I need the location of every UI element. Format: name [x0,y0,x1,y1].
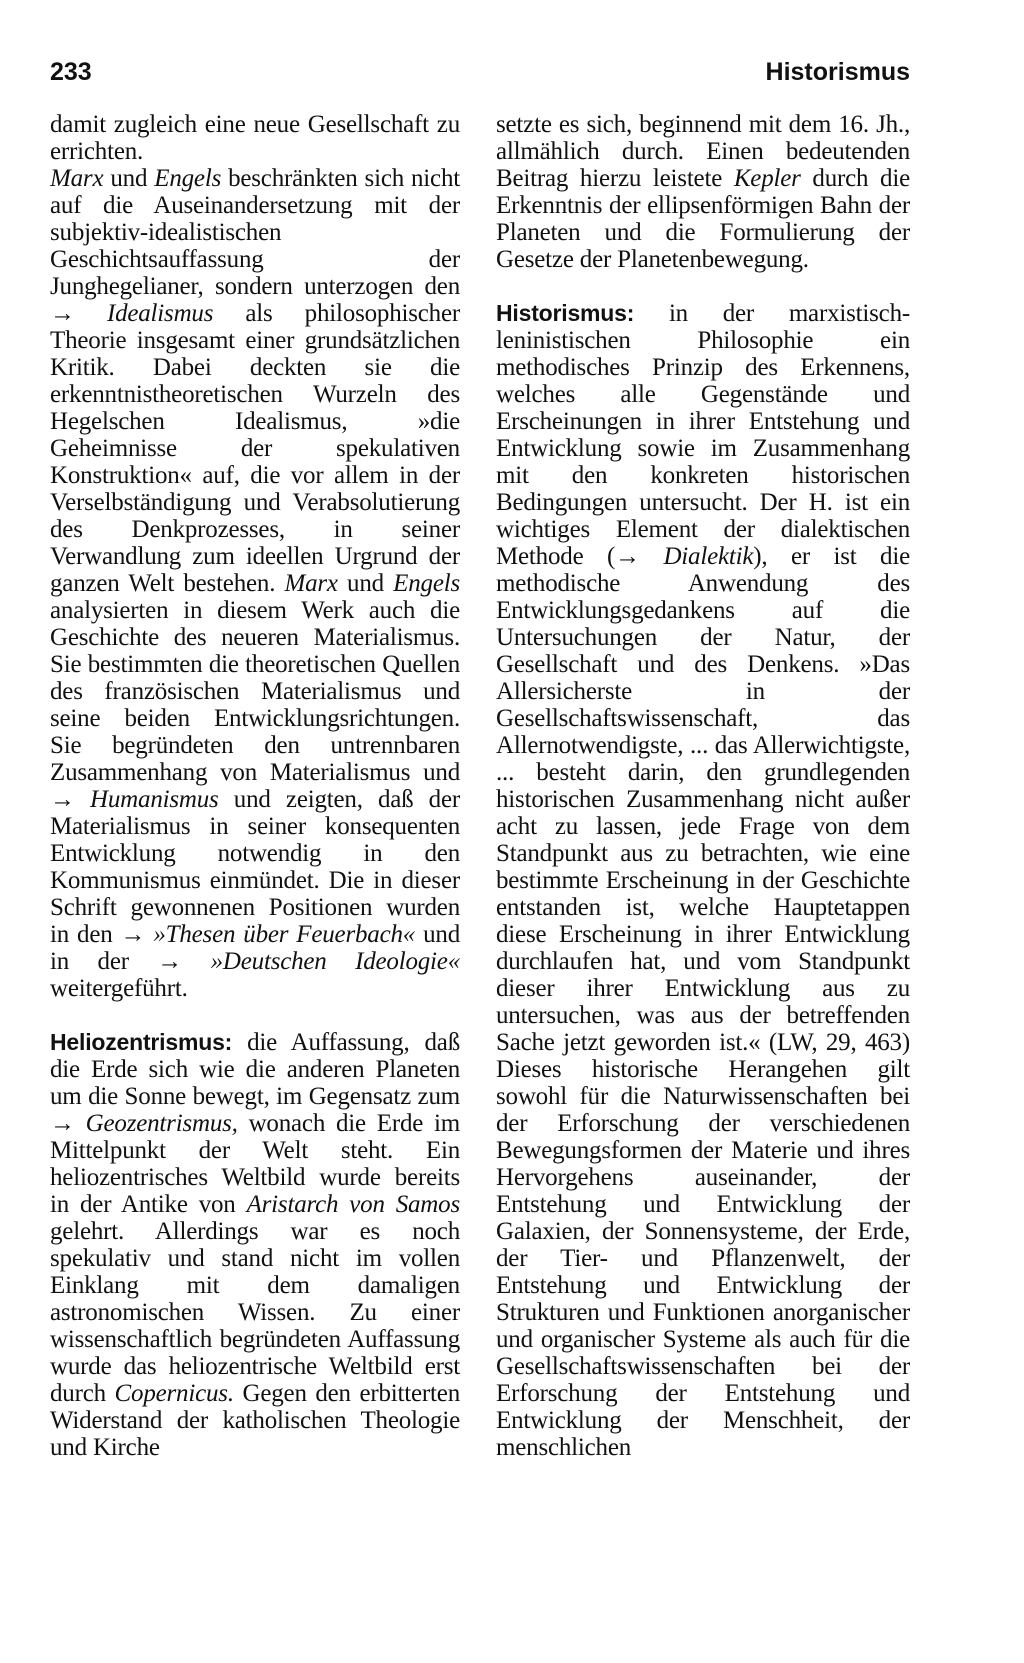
left-column [50,111,460,1461]
entry-historismus: Historismus: in der marxistisch-leninistischen Philosophie ein methodisches Prinzip des Erkennens, welches alle Gegenstände und Erscheinungen in ihrer Entstehung und Entwicklung sowie im Zusammenhang mit den konkreten historischen Bedingungen untersucht. Der H. ist ein wichtiges Element der dialektischen Methode (→ Dialektik), er ist die methodische Anwendung des Entwicklungsgedankens auf die Untersuchungen der Natur, der Gesellschaft und des Denkens. »Das Allersicherste in der Gesellschaftswissenschaft, das Allernotwendigste, ... das Allerwichtigste, ... besteht darin, den grundlegenden historischen Zusammenhang nicht außer acht zu lassen, jede Frage von dem Standpunkt aus zu betrachten, wie eine bestimmte Erscheinung in der Geschichte entstanden ist, welche Hauptetappen diese Erscheinung in ihrer Entwicklung durchlaufen hat, und vom Standpunkt dieser ihrer Entwicklung aus zu untersuchen, was aus der betreffenden Sache jetzt geworden ist.« (LW, 29, 463) Dieses historische Herangehen gilt sowohl für die Naturwissenschaften bei der Erforschung der verschiedenen Bewegungsformen der Materie und ihres Hervorgehens auseinander, der Entstehung und Entwicklung der Galaxien, der Sonnensysteme, der Erde, der Tier- und Pflanzenwelt, der Entstehung und Entwicklung der Strukturen und Funktionen anorganischer und organischer Systeme als auch für die Gesellschaftswissenschaften bei der Erforschung der Entstehung und Entwicklung der Menschheit, der menschlichen [496,300,910,1461]
running-head: Historismus [765,58,910,86]
ref-marx-2: Marx [284,570,338,597]
ref-engels-2: Engels [393,570,460,597]
marx-engels-paragraph: Marx und Engels beschränkten sich nicht auf die Auseinandersetzung mit der subjektiv-idealistischen Geschichtsauffassung der Junghegelianer, sondern unterzogen den → Idealismus als philosophischer Theorie insgesamt einer grundsätzlichen Kritik. Dabei deckten sie die erkenntnistheoretischen Wurzeln des Hegelschen Idealismus, »die Geheimnisse der spekulativen Konstruktion« auf, die vor allem in der Verselbständigung und Verabsolutierung des Denkprozesses, in seiner Verwandlung zum ideellen Urgrund der ganzen Welt bestehen. Marx und Engels analysierten in diesem Werk auch die Geschichte des neueren Materialismus. Sie bestimmten die theoretischen Quellen des französischen Materialismus und seine beiden Entwicklungsrichtungen. Sie begründeten den untrennbaren Zusammenhang von Materialismus und → Humanismus und zeigten, daß der Materialismus in seiner konsequenten Entwicklung notwendig in den Kommunismus einmündet. Die in dieser Schrift gewonnenen Positionen wurden in den → »Thesen über Feuerbach« und in der → »Deutschen Ideologie« weitergeführt. [50,165,460,1002]
crossref-deutsche-ideologie[interactable]: »Deutschen Ideologie« [210,948,460,975]
right-column [496,111,910,1461]
crossref-thesen-ueber-feuerbach[interactable]: »Thesen über Feuerbach« [153,921,416,948]
intro-paragraph: damit zugleich eine neue Gesellschaft zu errichten. [50,111,460,165]
ref-marx: Marx [50,165,104,192]
continuation-paragraph: setzte es sich, beginnend mit dem 16. Jh., allmählich durch. Einen bedeutenden Beitrag hierzu leistete Kepler durch die Erkenntnis der ellipsenförmigen Bahn der Planeten und die Formulierung der Gesetze der Planetenbewegung. [496,111,910,273]
crossref-dialektik[interactable]: Dialektik [663,543,754,570]
crossref-idealismus[interactable]: Idealismus [106,300,214,327]
ref-copernicus: Copernicus. [114,1380,234,1407]
ref-aristarch: Aristarch von Samos [246,1191,460,1218]
entry-heliozentrismus: Heliozentrismus: die Auffassung, daß die Erde sich wie die anderen Planeten um die Sonne bewegt, im Gegensatz zum → Geozentrismus, wonach die Erde im Mittelpunkt der Welt steht. Ein heliozentrisches Weltbild wurde bereits in der Antike von Aristarch von Samos gelehrt. Allerdings war es noch spekulativ und stand nicht im vollen Einklang mit dem damaligen astronomischen Wissen. Zu einer wissenschaftlich begründeten Auffassung wurde das heliozentrische Weltbild erst durch Copernicus. Gegen den erbitterten Widerstand der katholischen Theologie und Kirche [50,1029,460,1461]
crossref-humanismus[interactable]: Humanismus [90,786,219,813]
crossref-geozentrismus[interactable]: Geozentrismus, [85,1110,238,1137]
ref-kepler: Kepler [733,165,801,192]
ref-engels: Engels [154,165,222,192]
entry-term-heliozentrismus: Heliozentrismus: [50,1029,233,1055]
page-header [50,58,910,90]
entry-term-historismus: Historismus: [496,300,635,326]
page-number: 233 [50,58,92,86]
